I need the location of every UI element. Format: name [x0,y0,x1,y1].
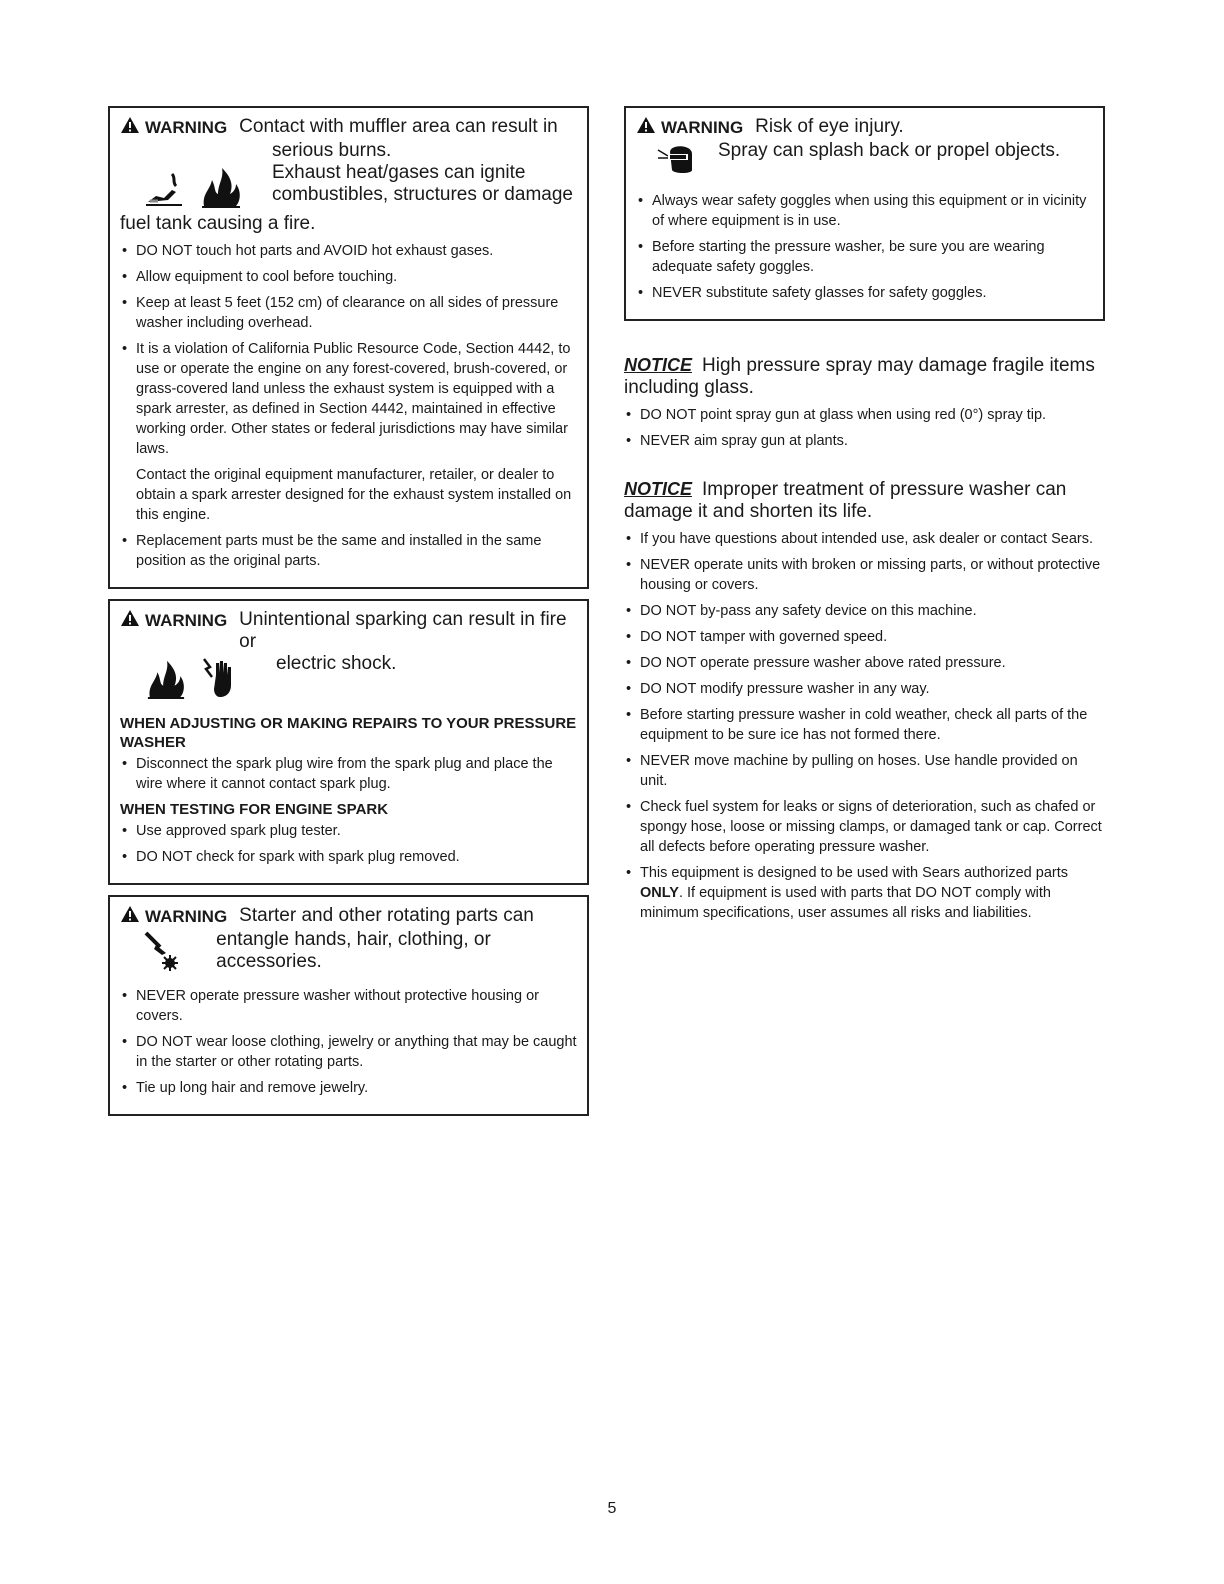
warning-headline: Unintentional sparking can result in fire or [239,609,567,652]
list-item-text: This equipment is designed to be used with Sears authorized parts [640,865,1068,881]
warning-triangle-icon [636,116,656,140]
warning-box-rotating-parts [108,895,589,1116]
list-item: • DO NOT modify pressure washer in any way. [624,679,1105,699]
warning-bullets [120,754,577,794]
warning-headline-line4: combustibles, structures or damage [272,184,573,205]
list-item-text: . If equipment is used with parts that DO NOT comply with minimum specifications, user assumes all risks and liabilities. [640,885,1051,921]
warning-bullets [120,821,577,867]
warning-box-eye-injury [624,106,1105,321]
list-item: • DO NOT by-pass any safety device on this machine. [624,601,1105,621]
warning-box-muffler [108,106,589,589]
list-item: • Keep at least 5 feet (152 cm) of clearance on all sides of pressure washer including overhead. [120,293,577,333]
hazard-icons [120,162,272,213]
list-item: • NEVER move machine by pulling on hoses. Use handle provided on unit. [624,751,1105,791]
warning-label: WARNING [145,907,228,926]
warning-bullets [120,986,577,1098]
electric-shock-icon [200,655,236,704]
notice-headline: High pressure spray may damage fragile items including glass. [624,355,1095,398]
warning-bullets-last [120,531,577,571]
hazard-icons [120,653,276,704]
list-item: • Before starting pressure washer in cold weather, check all parts of the equipment to be sure ice has not formed there. [624,705,1105,745]
list-item: • DO NOT tamper with governed speed. [624,627,1105,647]
notice-headline: Improper treatment of pressure washer can damage it and shorten its life. [624,479,1067,522]
warning-label: WARNING [145,118,228,137]
entanglement-icon [144,931,180,976]
hot-surface-icon [142,168,186,213]
warning-headline-cont: entangle hands, hair, clothing, or accessories. [216,929,491,972]
list-item: • Disconnect the spark plug wire from the spark plug and place the wire where it cannot contact spark plug. [120,754,577,794]
warning-signal [120,116,227,140]
notice-improper-treatment [624,479,1105,923]
list-item: • Always wear safety goggles when using this equipment or in vicinity of where equipment is in use. [636,191,1093,231]
list-item: • NEVER aim spray gun at plants. [624,431,1105,451]
list-item: • DO NOT point spray gun at glass when using red (0°) spray tip. [624,405,1105,425]
warning-signal [120,905,227,929]
section-subheading: WHEN TESTING FOR ENGINE SPARK [120,801,389,818]
spark-arrester-paragraph: Contact the original equipment manufacturer, retailer, or dealer to obtain a spark arrester designed for the exhaust system installed on this engine. [136,467,572,523]
warning-label: WARNING [661,118,744,137]
hazard-icons [120,929,200,976]
warning-headline-cont: Spray can splash back or propel objects. [718,140,1061,161]
emphasis-only: ONLY [640,885,679,901]
list-item: • DO NOT operate pressure washer above rated pressure. [624,653,1105,673]
notice-bullets [624,529,1105,923]
warning-headline: Risk of eye injury. [755,116,904,137]
fire-icon [146,657,186,704]
warning-signal [120,609,227,633]
warning-bullets [120,241,577,459]
list-item: • Replacement parts must be the same and installed in the same position as the original parts. [120,531,577,571]
list-item: • DO NOT check for spark with spark plug removed. [120,847,577,867]
warning-triangle-icon [120,116,140,140]
goggles-icon [656,142,696,181]
list-item: • Use approved spark plug tester. [120,821,577,841]
list-item [624,863,1105,923]
warning-headline: Contact with muffler area can result in [239,116,558,137]
fire-icon [200,164,242,213]
warning-signal [636,116,743,140]
right-column [624,106,1105,929]
list-item: • DO NOT wear loose clothing, jewelry or anything that may be caught in the starter or other rotating parts. [120,1032,577,1072]
notice-fragile-items [624,355,1105,451]
warning-label: WARNING [145,611,228,630]
warning-headline-line3: Exhaust heat/gases can ignite [272,162,526,183]
list-item: • Allow equipment to cool before touching. [120,267,577,287]
warning-headline-cont: serious burns. [272,140,392,161]
list-item: • If you have questions about intended use, ask dealer or contact Sears. [624,529,1105,549]
warning-headline-cont: electric shock. [276,653,397,674]
list-item: • It is a violation of California Public Resource Code, Section 4442, to use or operate the engine on any forest-covered, brush-covered, or grass-covered land unless the exhaust system is equipped with a spark arrester, as defined in Section 4442, maintained in effective working order. Other states or federal jurisdictions may have similar laws. [120,339,577,459]
list-item: • NEVER substitute safety glasses for safety goggles. [636,283,1093,303]
list-item: • Tie up long hair and remove jewelry. [120,1078,577,1098]
notice-bullets [624,405,1105,451]
list-item: • DO NOT touch hot parts and AVOID hot exhaust gases. [120,241,577,261]
warning-triangle-icon [120,905,140,929]
hazard-icons [636,140,718,181]
warning-triangle-icon [120,609,140,633]
warning-bullets [636,191,1093,303]
page-number: 5 [607,1500,617,1517]
notice-label: NOTICE [624,479,693,499]
section-subheading: WHEN ADJUSTING OR MAKING REPAIRS TO YOUR PRESSURE WASHER [120,715,577,751]
list-item: • NEVER operate units with broken or missing parts, or without protective housing or covers. [624,555,1105,595]
list-item: • NEVER operate pressure washer without protective housing or covers. [120,986,577,1026]
warning-box-sparking [108,599,589,885]
notice-label: NOTICE [624,355,693,375]
warning-headline-line5: fuel tank causing a fire. [120,213,316,234]
warning-headline: Starter and other rotating parts can [239,905,534,926]
list-item: • Before starting the pressure washer, be sure you are wearing adequate safety goggles. [636,237,1093,277]
list-item: • Check fuel system for leaks or signs of deterioration, such as chafed or spongy hose, loose or missing clamps, or damaged tank or cap. Correct all defects before operating pressure washer. [624,797,1105,857]
left-column [108,106,589,1126]
